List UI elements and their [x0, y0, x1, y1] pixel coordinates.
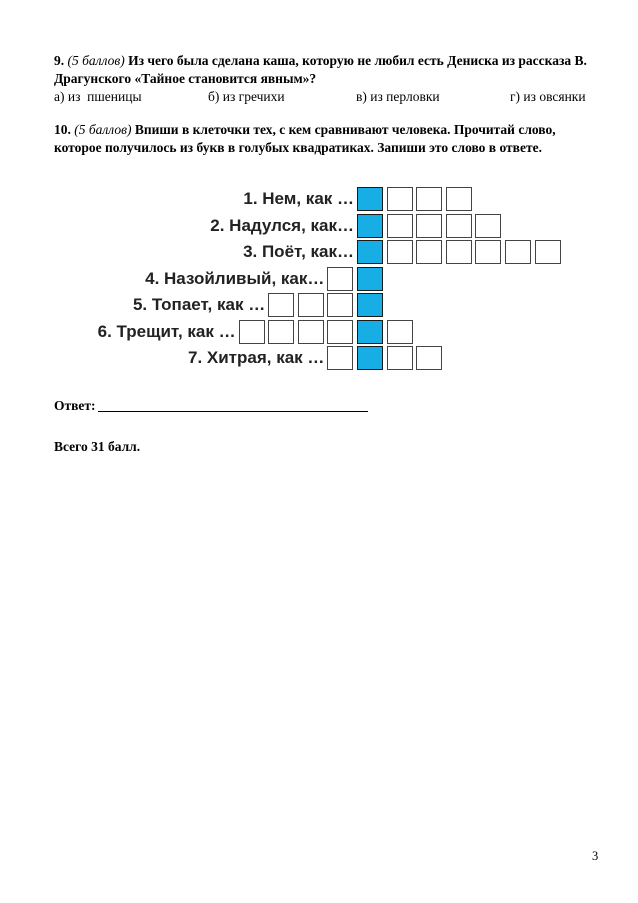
- crossword-cell[interactable]: [387, 187, 413, 211]
- page-number: 3: [592, 849, 599, 863]
- crossword-cell[interactable]: [268, 293, 294, 317]
- crossword-key-cell[interactable]: [357, 214, 383, 238]
- option-b[interactable]: б) из гречихи: [208, 89, 285, 104]
- option-g[interactable]: г) из овсянки: [510, 89, 586, 104]
- crossword-key-cell[interactable]: [357, 293, 383, 317]
- crossword-puzzle: [60, 186, 580, 368]
- option-v[interactable]: в) из перловки: [356, 89, 440, 104]
- crossword-cell[interactable]: [327, 320, 353, 344]
- question-points: (5 баллов): [74, 122, 132, 137]
- crossword-cell[interactable]: [387, 214, 413, 238]
- crossword-cell[interactable]: [298, 320, 324, 344]
- crossword-clue: 2. Надулся, как…: [210, 215, 354, 235]
- crossword-cell[interactable]: [387, 320, 413, 344]
- crossword-key-cell[interactable]: [357, 346, 383, 370]
- crossword-cell[interactable]: [327, 293, 353, 317]
- crossword-cell[interactable]: [416, 346, 442, 370]
- crossword-cell[interactable]: [327, 267, 353, 291]
- question-9: [54, 52, 602, 88]
- question-points: (5 баллов): [67, 53, 125, 68]
- question-10: [54, 121, 602, 157]
- crossword-key-cell[interactable]: [357, 267, 383, 291]
- answer-field: [54, 398, 368, 414]
- question-text: Впиши в клеточки тех, с кем сравнивают человека. Прочитай слово, которое получилось из букв в голубых квадратиках. Запиши это слово в ответе.: [54, 122, 556, 155]
- answer-line[interactable]: [98, 411, 368, 412]
- crossword-cell[interactable]: [446, 214, 472, 238]
- answer-label: Ответ:: [54, 398, 96, 413]
- crossword-cell[interactable]: [327, 346, 353, 370]
- crossword-cell[interactable]: [446, 187, 472, 211]
- crossword-cell[interactable]: [239, 320, 265, 344]
- crossword-cell[interactable]: [387, 346, 413, 370]
- crossword-cell[interactable]: [298, 293, 324, 317]
- crossword-clue: 5. Топает, как …: [132, 295, 266, 314]
- crossword-cell[interactable]: [535, 240, 561, 264]
- question-text: Из чего была сделана каша, которую не любил есть Дениска из рассказа В. Драгунского «Тайное становится явным»?: [54, 53, 587, 86]
- crossword-key-cell[interactable]: [357, 240, 383, 264]
- crossword-cell[interactable]: [387, 240, 413, 264]
- crossword-key-cell[interactable]: [357, 187, 383, 211]
- crossword-clue: 4. Назойливый, как…: [145, 268, 325, 288]
- crossword-clue: 7. Хитрая, как …: [187, 348, 325, 367]
- total-score: Всего 31 балл.: [54, 439, 141, 454]
- question-number: 9.: [54, 53, 65, 68]
- crossword-cell[interactable]: [505, 240, 531, 264]
- crossword-clue: 3. Поёт, как…: [243, 242, 354, 261]
- crossword-clue: 6. Трещит, как …: [97, 321, 236, 341]
- option-a[interactable]: а) из пшеницы: [54, 89, 142, 104]
- crossword-cell[interactable]: [475, 214, 501, 238]
- crossword-cell[interactable]: [416, 214, 442, 238]
- question-number: 10.: [54, 122, 71, 137]
- answer-options: [54, 89, 604, 107]
- crossword-cell[interactable]: [416, 187, 442, 211]
- crossword-cell[interactable]: [416, 240, 442, 264]
- crossword-clue: 1. Нем, как …: [243, 189, 354, 208]
- crossword-cell[interactable]: [268, 320, 294, 344]
- crossword-cell[interactable]: [446, 240, 472, 264]
- crossword-cell[interactable]: [475, 240, 501, 264]
- crossword-key-cell[interactable]: [357, 320, 383, 344]
